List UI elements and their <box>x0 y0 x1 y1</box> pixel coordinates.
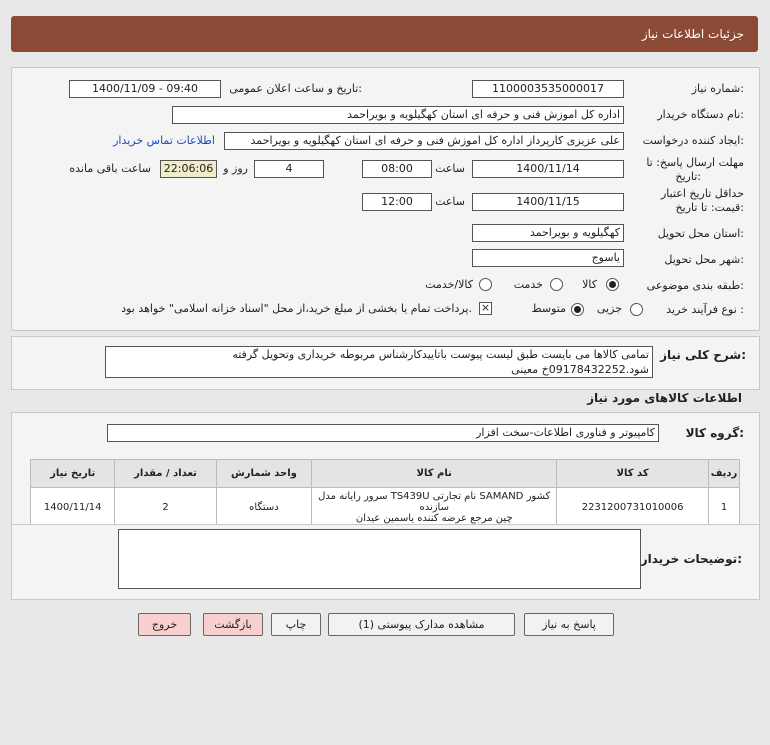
buyer-org-label: نام دستگاه خریدار: <box>657 108 744 121</box>
validity-label: حداقل تاریخ اعتبار <box>660 187 744 200</box>
summary-label: شرح کلی نیاز: <box>660 348 746 362</box>
category-goods-label: کالا <box>582 278 597 291</box>
col-name: نام کالا <box>312 460 557 488</box>
table-header-row <box>31 460 740 488</box>
deadline-date-label: تاریخ: <box>675 170 701 183</box>
goods-group-label: گروه کالا: <box>685 426 744 440</box>
goods-group-field: کامپیوتر و فناوری اطلاعات-سخت افزار <box>107 424 659 442</box>
print-button[interactable]: چاپ <box>271 613 321 636</box>
city-label: شهر محل تحویل: <box>664 253 744 266</box>
validity-date-label: قیمت: تا تاریخ: <box>675 201 744 214</box>
announce-field: 1400/11/09 - 09:40 <box>69 80 221 98</box>
summary-line-2: شود.09178432252خ معینی <box>511 363 649 376</box>
cell-row: 1 <box>709 488 740 527</box>
table-row <box>31 488 740 527</box>
summary-field <box>105 346 653 378</box>
col-row: ردیف <box>709 460 740 488</box>
page-header <box>11 16 758 52</box>
days-label: روز و <box>223 162 248 175</box>
province-field: کهگیلویه و بویراحمد <box>472 224 624 242</box>
category-label: طبقه بندی موضوعی: <box>646 279 744 292</box>
payment-note: پرداخت تمام یا بخشی از مبلغ خرید،از محل "اسناد خزانه اسلامی" خواهد بود. <box>121 302 472 315</box>
exit-button[interactable]: خروج <box>138 613 191 636</box>
category-service-radio[interactable] <box>550 278 563 291</box>
summary-line-1: تمامی کالاها می بایست طبق لیست پیوست باتاییدکارشناس مربوطه خریداری وتحویل گرفته <box>232 348 649 361</box>
payment-checkbox[interactable]: × <box>480 301 491 314</box>
process-medium-label: متوسط <box>531 302 566 315</box>
col-code: کد کالا <box>557 460 709 488</box>
buyer-notes-field <box>118 529 641 589</box>
col-qty: تعداد / مقدار <box>115 460 216 488</box>
cell-name-line-2: چین مرجع عرضه کننده یاسمین عیدان <box>355 512 513 524</box>
col-date: تاریخ نیاز <box>31 460 115 488</box>
cell-name-line-1: سرور رایانه مدل TS439U نام تجارتی SAMAND کشور سازنده <box>318 490 551 513</box>
city-field: یاسوج <box>472 249 624 267</box>
process-partial-radio[interactable] <box>630 303 643 316</box>
back-button[interactable]: بازگشت <box>203 613 263 636</box>
deadline-time-field: 08:00 <box>362 160 432 178</box>
attachments-button[interactable]: مشاهده مدارک پیوستی (1) <box>328 613 515 636</box>
requester-label: ایجاد کننده درخواست: <box>642 134 744 147</box>
province-label: استان محل تحویل: <box>657 227 744 240</box>
category-goods-radio[interactable] <box>606 278 619 291</box>
remaining-time-field: 22:06:06 <box>160 160 217 178</box>
page-title: جزئیات اطلاعات نیاز <box>641 27 744 41</box>
validity-time-label: ساعت <box>435 195 465 208</box>
deadline-date-field: 1400/11/14 <box>472 160 624 178</box>
col-unit: واحد شمارش <box>216 460 312 488</box>
category-both-radio[interactable] <box>479 278 492 291</box>
process-partial-label: جزیی <box>596 302 622 315</box>
announce-label: تاریخ و ساعت اعلان عمومی: <box>229 82 362 95</box>
need-number-field: 1100003535000017 <box>472 80 624 98</box>
requester-field: علی عزیزی کارپرداز اداره کل اموزش فنی و حرفه ای استان کهگیلویه و بویراحمد <box>224 132 624 150</box>
buyer-org-field: اداره کل اموزش فنی و حرفه ای استان کهگیلویه و بویراحمد <box>172 106 624 124</box>
validity-date-field: 1400/11/15 <box>472 193 624 211</box>
category-service-label: خدمت <box>513 278 543 291</box>
buyer-notes-label: توضیحات خریدار: <box>640 552 742 566</box>
validity-time-field: 12:00 <box>362 193 432 211</box>
category-both-label: کالا/خدمت <box>425 278 473 291</box>
process-label: نوع فرآیند خرید : <box>666 303 744 316</box>
cell-unit: دستگاه <box>216 488 312 527</box>
days-field: 4 <box>254 160 324 178</box>
process-medium-radio[interactable] <box>571 303 584 316</box>
cell-qty: 2 <box>115 488 216 527</box>
remaining-label: ساعت باقی مانده <box>69 162 151 175</box>
buyer-contact-link[interactable]: اطلاعات تماس خریدار <box>113 134 215 147</box>
deadline-label: مهلت ارسال پاسخ: تا <box>646 156 744 169</box>
cell-name <box>312 488 557 527</box>
need-number-label: شماره نیاز: <box>691 82 744 95</box>
reply-button[interactable]: پاسخ به نیاز <box>524 613 614 636</box>
goods-table <box>30 459 740 527</box>
goods-section-title: اطلاعات کالاهای مورد نیاز <box>587 391 742 405</box>
deadline-time-label: ساعت <box>435 162 465 175</box>
cell-date: 1400/11/14 <box>31 488 115 527</box>
cell-code: 2231200731010006 <box>557 488 709 527</box>
